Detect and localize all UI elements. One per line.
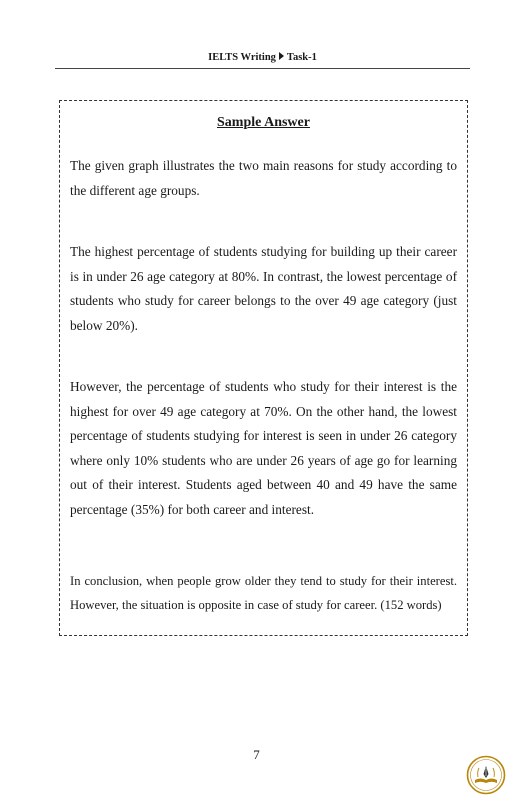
sample-answer-box — [59, 100, 468, 636]
paragraph-conclusion: In conclusion, when people grow older they tend to study for their interest. However, the situation is opposite in case of study for career. (152 words) — [70, 574, 457, 612]
paragraph-career: The highest percentage of students studying for building up their career is in under 26 age category at 80%. In contrast, the lowest percentage of students who study for career belongs to the over 49 age category (just below 20%). — [70, 244, 457, 333]
header-divider — [55, 68, 470, 69]
header-title: IELTS Writing — [208, 52, 276, 63]
book-pen-logo-icon — [466, 755, 506, 795]
running-header — [55, 52, 470, 63]
paragraph-interest: However, the percentage of students who study for their interest is the highest for over 49 age category at 70%. On the other hand, the lowest percentage of students studying for interest is seen in under 26 category where only 10% students who are under 26 years of age go for learning out of their interest. Students aged between 40 and 49 have the same percentage (35%) for both career and interest. — [70, 379, 457, 517]
paragraph-intro: The given graph illustrates the two main reasons for study according to the different age groups. — [70, 158, 457, 198]
box-title: Sample Answer — [217, 115, 310, 130]
header-subtitle: Task-1 — [286, 52, 317, 63]
right-triangle-icon — [279, 52, 284, 60]
page-number: 7 — [253, 747, 260, 762]
